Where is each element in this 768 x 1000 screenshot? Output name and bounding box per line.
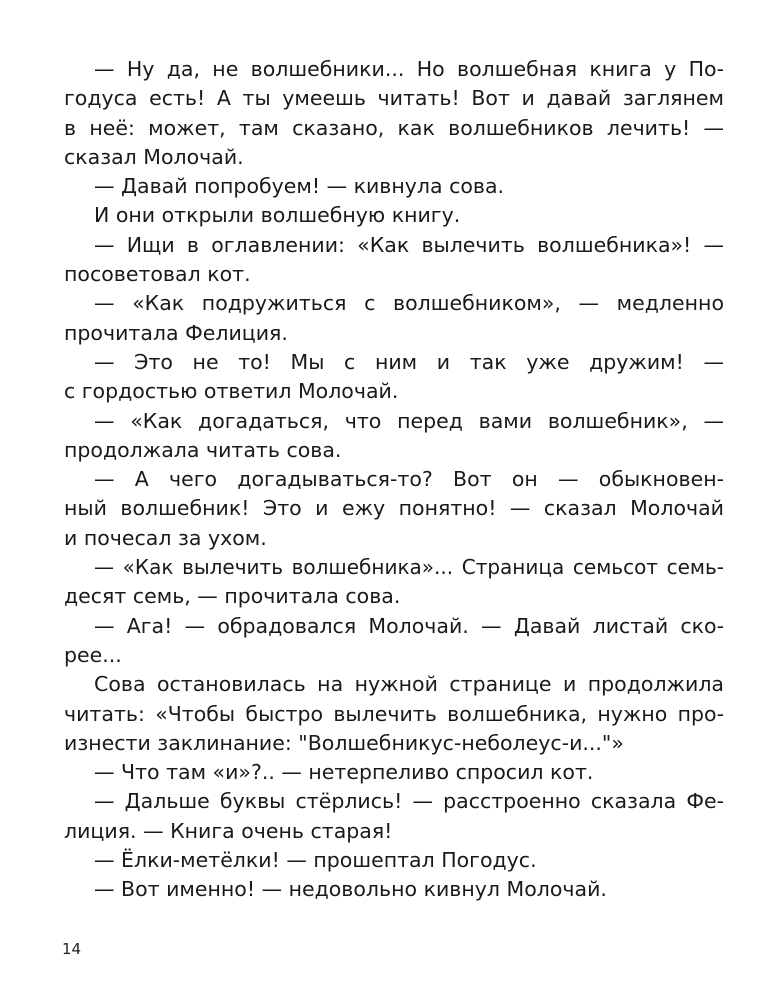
text-line: — «Как догадаться, что перед вами волшебник», — — [94, 408, 724, 433]
text-line: ный волшебник! Это и ежу понятно! — сказал Молочай — [64, 496, 724, 521]
text-line: рее... — [64, 642, 122, 667]
text-line: — Ищи в оглавлении: «Как вылечить волшебника»! — — [94, 232, 724, 257]
page-number: 14 — [62, 940, 82, 958]
text-line: десят семь, — прочитала сова. — [64, 584, 401, 609]
page-body — [64, 55, 724, 905]
text-line: в неё: может, там сказано, как волшебников лечить! — — [64, 115, 724, 140]
text-line: — Ну да, не волшебники... Но волшебная книга у По- — [94, 57, 724, 81]
text-line: продолжала читать сова. — [64, 437, 342, 462]
text-line: годуса есть! А ты умеешь читать! Вот и давай заглянем — [64, 86, 724, 111]
text-line: — «Как вылечить волшебника»... Страница семьсот семь- — [94, 555, 724, 580]
text-line: Сова остановилась на нужной странице и продолжила — [94, 672, 724, 697]
text-line: прочитала Фелиция. — [64, 320, 288, 345]
text-line: — Что там «и»?.. — нетерпеливо спросил кот. — [94, 760, 594, 785]
text-line: — Дальше буквы стёрлись! — расстроенно сказала Фе- — [94, 789, 724, 814]
text-line: — Ёлки-метёлки! — прошептал Погодус. — [94, 848, 537, 873]
text-line: И они открыли волшебную книгу. — [94, 203, 461, 228]
text-line: лиция. — Книга очень старая! — [64, 818, 393, 843]
text-line: — «Как подружиться с волшебником», — медленно — [94, 291, 724, 316]
text-line: изнести заклинание: "Волшебникус-неболеус-и..."» — [64, 730, 624, 755]
text-line: читать: «Чтобы быстро вылечить волшебника, нужно про- — [64, 701, 724, 726]
text-line: с гордостью ответил Молочай. — [64, 379, 399, 404]
text-line: посоветовал кот. — [64, 262, 251, 287]
text-line: и почесал за ухом. — [64, 525, 267, 550]
text-line: — Это не то! Мы с ним и так уже дружим! — — [94, 349, 724, 374]
text-line: — Давай попробуем! — кивнула сова. — [94, 174, 505, 199]
text-line: сказал Молочай. — [64, 144, 244, 169]
text-line: — Ага! — обрадовался Молочай. — Давай листай ско- — [94, 613, 724, 638]
text-line: — А чего догадываться-то? Вот он — обыкновен- — [94, 467, 724, 492]
text-line: — Вот именно! — недовольно кивнул Молочай. — [94, 877, 607, 902]
